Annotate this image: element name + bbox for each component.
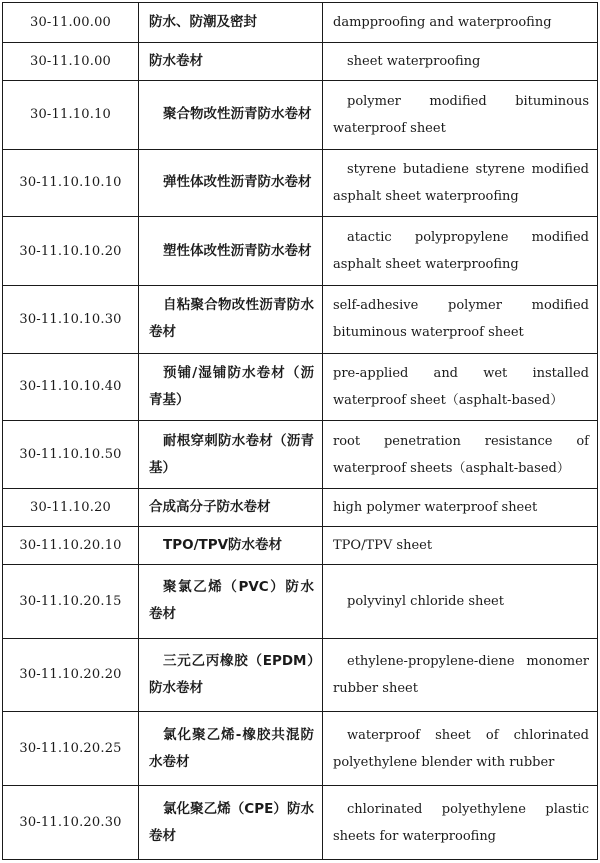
table-row <box>3 564 598 638</box>
term-chinese: 氯化聚乙烯（CPE）防水卷材 <box>139 786 323 860</box>
table-row <box>3 217 598 286</box>
table-row <box>3 42 598 80</box>
term-code: 30-11.10.20.15 <box>3 564 139 638</box>
term-chinese: 聚合物改性沥青防水卷材 <box>139 80 323 149</box>
term-chinese: 弹性体改性沥青防水卷材 <box>139 149 323 217</box>
term-code: 30-11.10.20.30 <box>3 786 139 860</box>
table-row <box>3 638 598 712</box>
term-code: 30-11.10.10.20 <box>3 217 139 286</box>
term-english: styrene butadiene styrene modified asphalt sheet waterproofing <box>323 149 598 217</box>
table-row <box>3 488 598 526</box>
table-row <box>3 149 598 217</box>
term-chinese: 防水、防潮及密封 <box>139 3 323 43</box>
term-chinese: 塑性体改性沥青防水卷材 <box>139 217 323 286</box>
term-chinese: 预铺/湿铺防水卷材（沥青基） <box>139 353 323 421</box>
term-code: 30-11.10.20.25 <box>3 712 139 786</box>
term-english: atactic polypropylene modified asphalt sheet waterproofing <box>323 217 598 286</box>
term-chinese: 防水卷材 <box>139 42 323 80</box>
term-english: polymer modified bituminous waterproof sheet <box>323 80 598 149</box>
term-code: 30-11.10.10.30 <box>3 285 139 353</box>
term-english: high polymer waterproof sheet <box>323 488 598 526</box>
term-chinese: 自粘聚合物改性沥青防水卷材 <box>139 285 323 353</box>
term-english: waterproof sheet of chlorinated polyethylene blender with rubber <box>323 712 598 786</box>
terms-table <box>2 2 598 860</box>
term-code: 30-11.00.00 <box>3 3 139 43</box>
term-chinese: 合成高分子防水卷材 <box>139 488 323 526</box>
term-chinese: 三元乙丙橡胶（EPDM）防水卷材 <box>139 638 323 712</box>
term-chinese: 耐根穿刺防水卷材（沥青基） <box>139 421 323 489</box>
term-english: sheet waterproofing <box>323 42 598 80</box>
table-row <box>3 421 598 489</box>
term-code: 30-11.10.00 <box>3 42 139 80</box>
term-english: root penetration resistance of waterproof sheets（asphalt-based） <box>323 421 598 489</box>
term-code: 30-11.10.10.50 <box>3 421 139 489</box>
term-code: 30-11.10.10.10 <box>3 149 139 217</box>
table-row <box>3 80 598 149</box>
table-row <box>3 3 598 43</box>
table-row <box>3 526 598 564</box>
term-code: 30-11.10.20 <box>3 488 139 526</box>
term-english: polyvinyl chloride sheet <box>323 564 598 638</box>
term-code: 30-11.10.10.40 <box>3 353 139 421</box>
term-code: 30-11.10.20.10 <box>3 526 139 564</box>
table-row <box>3 285 598 353</box>
term-english: TPO/TPV sheet <box>323 526 598 564</box>
term-english: ethylene-propylene-diene monomer rubber sheet <box>323 638 598 712</box>
term-chinese: TPO/TPV防水卷材 <box>139 526 323 564</box>
term-english: dampproofing and waterproofing <box>323 3 598 43</box>
term-english: self-adhesive polymer modified bituminous waterproof sheet <box>323 285 598 353</box>
table-row <box>3 712 598 786</box>
table-row <box>3 353 598 421</box>
term-chinese: 聚氯乙烯（PVC）防水卷材 <box>139 564 323 638</box>
term-english: pre-applied and wet installed waterproof sheet（asphalt-based） <box>323 353 598 421</box>
table-row <box>3 786 598 860</box>
term-code: 30-11.10.20.20 <box>3 638 139 712</box>
term-english: chlorinated polyethylene plastic sheets for waterproofing <box>323 786 598 860</box>
term-chinese: 氯化聚乙烯-橡胶共混防水卷材 <box>139 712 323 786</box>
term-code: 30-11.10.10 <box>3 80 139 149</box>
